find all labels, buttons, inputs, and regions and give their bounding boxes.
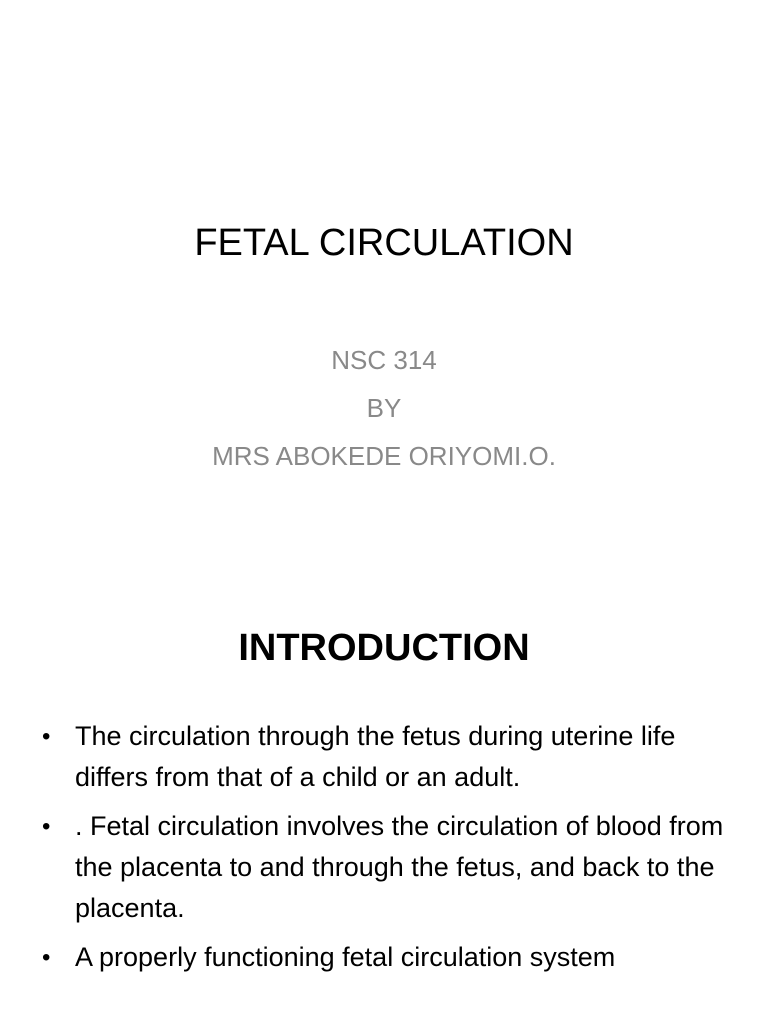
bullet-list: [0, 716, 768, 986]
bullet-text: The circulation through the fetus during uterine life differs from that of a child or an adult.: [75, 721, 676, 792]
slide-title: FETAL CIRCULATION: [194, 222, 574, 264]
bullet-item: [0, 806, 768, 929]
bullet-text: . Fetal circulation involves the circulation of blood from the placenta to and through the fetus, and back to the placenta.: [75, 811, 724, 923]
author-name: MRS ABOKEDE ORIYOMI.O.: [212, 441, 556, 471]
bullet-icon: •: [42, 723, 51, 750]
bullet-item: [0, 937, 768, 978]
bullet-icon: •: [42, 944, 51, 971]
bullet-item: [0, 716, 768, 798]
by-label: BY: [366, 393, 402, 423]
bullet-icon: •: [42, 813, 51, 840]
section-heading: INTRODUCTION: [238, 627, 530, 669]
course-code: NSC 314: [331, 345, 437, 375]
bullet-text: A properly functioning fetal circulation system: [75, 942, 616, 972]
slide-subtitle: [0, 336, 768, 480]
introduction-slide: [0, 576, 768, 1024]
